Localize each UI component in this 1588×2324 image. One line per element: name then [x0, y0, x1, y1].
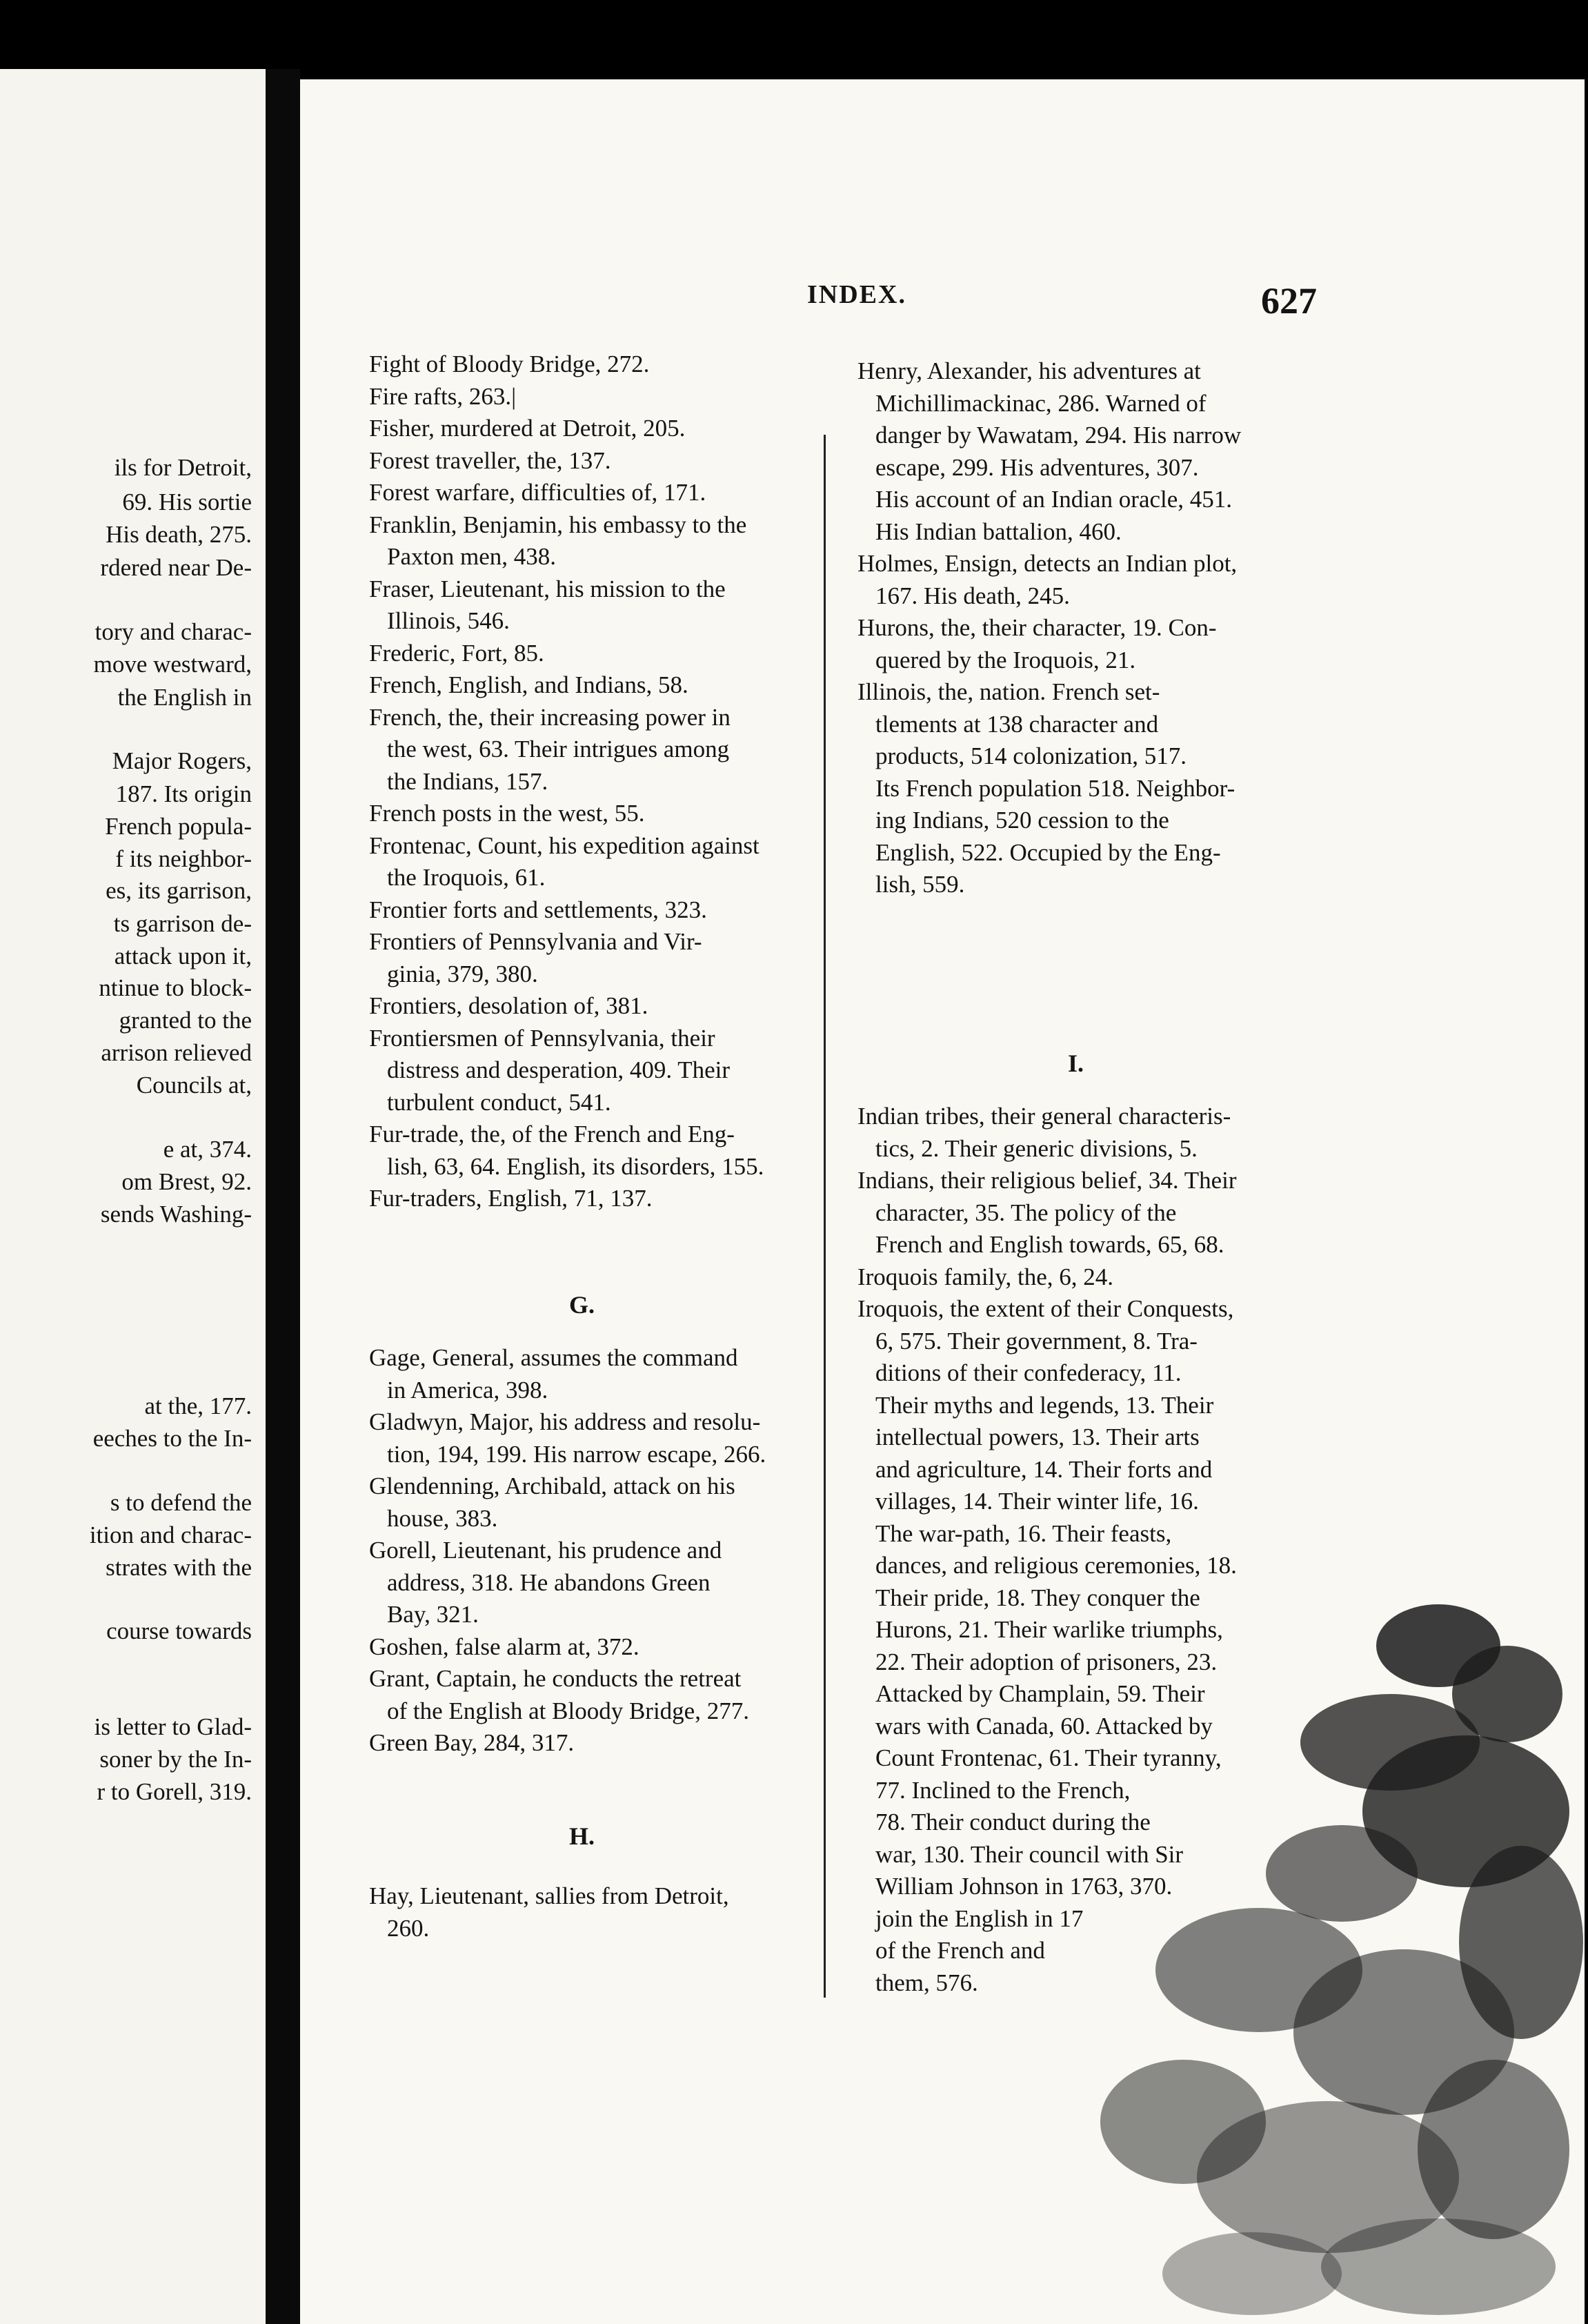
index-entry-line: Frontiers, desolation of, 381. — [369, 992, 648, 1019]
index-entry-line: address, 318. He abandons Green — [387, 1568, 711, 1596]
index-entry — [369, 381, 516, 413]
index-entry — [857, 676, 1235, 901]
index-entry-line: William Johnson in 1763, 370. — [875, 1873, 1173, 1900]
index-entry-line: Gage, General, assumes the command — [369, 1344, 738, 1371]
index-entry — [369, 445, 611, 477]
left-page-text-line: is letter to Glad- — [94, 1713, 252, 1740]
index-entry-line: Gladwyn, Major, his address and resolu- — [369, 1408, 761, 1435]
index-entry-line: of the English at Bloody Bridge, 277. — [387, 1697, 749, 1724]
section-letter: G. — [569, 1291, 595, 1319]
index-entry-line: Count Frontenac, 61. Their tyranny, — [875, 1744, 1222, 1771]
index-entry-line: Attacked by Champlain, 59. Their — [875, 1680, 1205, 1707]
index-entry-line: tlements at 138 character and — [875, 710, 1159, 738]
index-entry-line: 78. Their conduct during the — [875, 1809, 1151, 1835]
left-page-text-line: course towards — [106, 1617, 252, 1644]
index-entry-line: Indians, their religious belief, 34. Their — [857, 1167, 1237, 1194]
index-entry — [369, 1631, 639, 1664]
index-entry-line: 77. Inclined to the French, — [875, 1776, 1131, 1804]
index-entry-line: French and English towards, 65, 68. — [875, 1231, 1224, 1258]
left-page-text-line: rdered near De- — [100, 554, 252, 581]
index-entry-line: villages, 14. Their winter life, 16. — [875, 1488, 1199, 1515]
index-page — [300, 79, 1585, 2324]
index-entry-line: and agriculture, 14. Their forts and — [875, 1455, 1213, 1483]
index-entry-line: them, 576. — [875, 1969, 978, 1996]
column-divider — [824, 435, 826, 1998]
left-page-text-line: attack upon it, — [114, 943, 252, 969]
index-entry-line: Indian tribes, their general characteris- — [857, 1103, 1231, 1130]
index-entry-line: Paxton men, 438. — [387, 543, 556, 570]
index-entry-line: war, 130. Their council with Sir — [875, 1840, 1184, 1868]
index-entry-line: His account of an Indian oracle, 451. — [875, 486, 1233, 513]
index-entry-line: ing Indians, 520 cession to the — [875, 807, 1169, 834]
index-entry-line: 260. — [387, 1914, 430, 1942]
index-entry-line: the west, 63. Their intrigues among — [387, 736, 730, 762]
index-entry — [369, 669, 688, 702]
index-entry-line: intellectual powers, 13. Their arts — [875, 1424, 1200, 1450]
index-entry-line: Goshen, false alarm at, 372. — [369, 1633, 639, 1660]
index-entry-line: His Indian battalion, 460. — [875, 518, 1122, 545]
index-entry-line: danger by Wawatam, 294. His narrow — [875, 422, 1242, 449]
index-entry-line: Fur-traders, English, 71, 137. — [369, 1185, 653, 1212]
index-entry-line: 167. His death, 245. — [875, 582, 1070, 609]
index-entry-line: Fight of Bloody Bridge, 272. — [369, 351, 650, 377]
page-number: 627 — [1261, 280, 1317, 322]
index-entry — [369, 573, 726, 638]
ink-stain-damage — [1080, 1584, 1583, 2322]
index-entry-line: quered by the Iroquois, 21. — [875, 646, 1136, 673]
index-entry-line: Green Bay, 284, 317. — [369, 1729, 575, 1756]
index-entry-line: English, 522. Occupied by the Eng- — [875, 838, 1221, 866]
index-entry — [369, 477, 706, 509]
index-entry-line: distress and desperation, 409. Their — [387, 1056, 731, 1083]
index-entry-line: Illinois, 546. — [387, 607, 510, 634]
left-page-text-line: ts garrison de- — [113, 910, 252, 937]
book-gutter — [266, 69, 300, 2324]
index-entry-line: lish, 559. — [875, 871, 965, 898]
index-entry — [369, 1727, 574, 1760]
index-entry — [369, 509, 746, 573]
index-entry — [369, 1119, 764, 1183]
left-page-text-line: tory and charac- — [95, 618, 252, 645]
index-entry-line: French, English, and Indians, 58. — [369, 671, 688, 698]
index-entry-line: Frontiers of Pennsylvania and Vir- — [369, 928, 702, 955]
left-page-text-line: the English in — [117, 684, 252, 711]
index-entry-line: dances, and religious ceremonies, 18. — [875, 1552, 1237, 1579]
index-entry — [369, 894, 707, 927]
page-header-title: INDEX. — [807, 280, 906, 309]
index-entry-line: of the French and — [875, 1937, 1045, 1964]
left-page-text-line: r to Gorell, 319. — [97, 1778, 252, 1805]
left-page-text-line: 69. His sortie — [122, 489, 252, 515]
index-entry — [857, 612, 1217, 676]
index-entry-line: products, 514 colonization, 517. — [875, 742, 1187, 769]
index-entry — [369, 348, 649, 381]
index-entry-line: Henry, Alexander, his adventures at — [857, 357, 1201, 384]
index-entry-line: Fisher, murdered at Detroit, 205. — [369, 415, 686, 442]
index-entry-line: Illinois, the, nation. French set- — [857, 678, 1160, 705]
index-entry-line: lish, 63, 64. English, its disorders, 155. — [387, 1152, 764, 1180]
index-entry-line: Glendenning, Archibald, attack on his — [369, 1473, 735, 1499]
index-entry-line: 22. Their adoption of prisoners, 23. — [875, 1648, 1218, 1675]
index-entry — [369, 798, 645, 830]
left-page-text-line: arrison relieved — [101, 1039, 252, 1066]
index-entry-line: tics, 2. Their generic divisions, 5. — [875, 1134, 1198, 1162]
index-entry-line: Holmes, Ensign, detects an Indian plot, — [857, 550, 1238, 577]
index-entry-line: Franklin, Benjamin, his embassy to the — [369, 511, 747, 538]
index-entry-line: The war-path, 16. Their feasts, — [875, 1519, 1172, 1547]
left-page-text-line: strates with the — [106, 1554, 252, 1581]
left-page-text-line: French popula- — [105, 813, 252, 840]
index-entry-line: Their pride, 18. They conquer the — [875, 1584, 1200, 1611]
left-page-text-line: eeches to the In- — [92, 1425, 252, 1452]
index-entry-line: turbulent conduct, 541. — [387, 1088, 611, 1116]
index-entry — [369, 1406, 766, 1470]
index-entry-line: Fraser, Lieutenant, his mission to the — [369, 575, 726, 602]
index-entry — [369, 990, 648, 1023]
index-entry — [369, 638, 544, 670]
left-page-fragment — [0, 69, 266, 2324]
index-entry-line: Grant, Captain, he conducts the retreat — [369, 1665, 742, 1692]
index-entry-line: Frontenac, Count, his expedition against — [369, 831, 760, 859]
index-entry-line: Forest warfare, difficulties of, 171. — [369, 479, 706, 506]
index-entry — [369, 1663, 749, 1727]
index-entry — [369, 1183, 653, 1215]
index-entry-line: 6, 575. Their government, 8. Tra- — [875, 1327, 1198, 1355]
index-entry-line: Iroquois family, the, 6, 24. — [857, 1263, 1114, 1290]
index-entry — [369, 1535, 722, 1631]
index-entry-line: escape, 299. His adventures, 307. — [875, 453, 1199, 481]
left-page-text-line: sends Washing- — [100, 1201, 252, 1228]
index-entry — [369, 702, 731, 798]
index-entry-line: Frederic, Fort, 85. — [369, 639, 544, 667]
index-entry-line: French, the, their increasing power in — [369, 703, 731, 731]
index-entry-line: Its French population 518. Neighbor- — [875, 774, 1235, 802]
index-entry-line: the Indians, 157. — [387, 767, 548, 795]
index-entry — [857, 548, 1237, 612]
left-page-text-line: f its neighbor- — [115, 845, 252, 872]
index-entry — [369, 1342, 738, 1406]
index-entry-line: Bay, 321. — [387, 1601, 479, 1628]
index-entry — [369, 1880, 729, 1944]
left-page-text-line: Major Rogers, — [112, 747, 252, 774]
index-entry-line: Hay, Lieutenant, sallies from Detroit, — [369, 1882, 729, 1909]
left-page-text-line: 187. Its origin — [115, 780, 252, 807]
left-page-text-line: e at, 374. — [163, 1136, 252, 1163]
index-entry-line: Michillimackinac, 286. Warned of — [875, 389, 1207, 417]
left-page-text-line: ntinue to block- — [99, 974, 252, 1001]
index-entry-line: wars with Canada, 60. Attacked by — [875, 1712, 1213, 1740]
index-entry — [369, 830, 760, 894]
left-page-text-line: Councils at, — [136, 1072, 252, 1099]
left-page-text-line: at the, 177. — [144, 1392, 252, 1419]
left-page-text-line: ils for Detroit, — [114, 454, 252, 481]
index-entry — [369, 926, 702, 990]
index-entry — [369, 1470, 735, 1535]
index-entry-line: Fur-trade, the, of the French and Eng- — [369, 1121, 735, 1148]
left-page-text-line: His death, 275. — [106, 521, 252, 548]
index-entry — [857, 1165, 1237, 1261]
index-entry-line: Iroquois, the extent of their Conquests, — [857, 1295, 1234, 1322]
index-entry-line: character, 35. The policy of the — [875, 1199, 1177, 1226]
left-page-text-line: ition and charac- — [89, 1522, 252, 1548]
index-entry — [857, 1101, 1231, 1165]
index-entry-line: ginia, 379, 380. — [387, 960, 538, 987]
index-entry-line: French posts in the west, 55. — [369, 800, 645, 827]
index-entry-line: Frontier forts and settlements, 323. — [369, 896, 707, 923]
index-entry-line: Forest traveller, the, 137. — [369, 446, 611, 474]
index-entry-line: the Iroquois, 61. — [387, 864, 546, 891]
index-entry — [857, 355, 1241, 548]
index-entry-line: Hurons, the, their character, 19. Con- — [857, 614, 1217, 641]
index-entry — [369, 1023, 730, 1119]
index-entry-line: ditions of their confederacy, 11. — [875, 1359, 1182, 1386]
index-entry-line: Hurons, 21. Their warlike triumphs, — [875, 1616, 1223, 1643]
left-page-text-line: granted to the — [119, 1007, 252, 1034]
index-entry-line: Their myths and legends, 13. Their — [875, 1391, 1214, 1419]
index-entry-line: join the English in 17 — [875, 1904, 1084, 1932]
index-entry-line: tion, 194, 199. His narrow escape, 266. — [387, 1440, 766, 1468]
index-entry-line: Gorell, Lieutenant, his prudence and — [369, 1537, 722, 1564]
index-entry — [369, 413, 685, 445]
index-entry-line: Fire rafts, 263.| — [369, 382, 517, 410]
section-letter: I. — [1068, 1050, 1084, 1077]
left-page-text-line: om Brest, 92. — [121, 1168, 252, 1195]
section-letter: H. — [569, 1822, 595, 1850]
index-entry-line: in America, 398. — [387, 1376, 548, 1404]
index-entry — [857, 1261, 1113, 1294]
index-entry-line: house, 383. — [387, 1504, 498, 1532]
left-page-text-line: move westward, — [93, 651, 252, 678]
left-page-text-line: soner by the In- — [99, 1746, 252, 1773]
left-page-text-line: s to defend the — [110, 1489, 252, 1516]
index-entry-line: Frontiersmen of Pennsylvania, their — [369, 1024, 715, 1052]
left-page-text-line: es, its garrison, — [106, 877, 252, 904]
